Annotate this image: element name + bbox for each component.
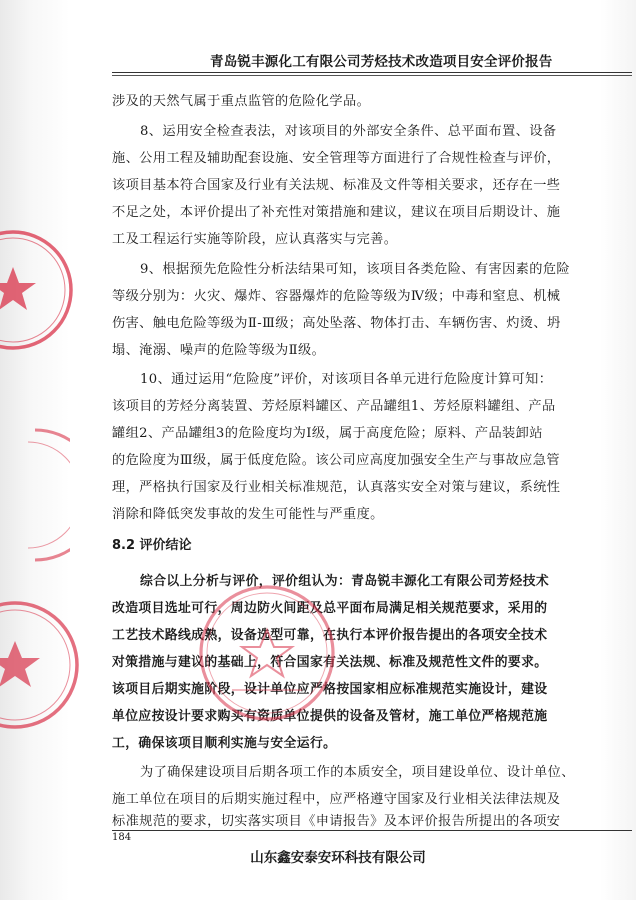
conclusion-line: 工艺技术路线成熟，设备选型可靠，在执行本评价报告提出的各项安全技术 [112, 628, 548, 643]
page-number: 184 [112, 832, 132, 843]
body-line: 8、运用安全检查表法，对该项目的外部安全条件、总平面布置、设备 [140, 124, 557, 139]
seal-star-icon [0, 641, 40, 687]
left-seal-fragment [0, 420, 70, 570]
body-line: 塌、淹溺、噪声的危险等级为Ⅱ级。 [112, 343, 326, 358]
body-line: 该项目的芳烃分离装置、芳烃原料罐区、产品罐组1、芳烃原料罐组、产品 [112, 399, 556, 414]
conclusion-line: 综合以上分析与评价，评价组认为：青岛锐丰源化工有限公司芳烃技术 [140, 574, 550, 589]
body-line: 工及工程运行实施等阶段，应认真落实与完善。 [112, 232, 398, 247]
body-line: 10、通过运用“危险度”评价，对该项目各单元进行危险度计算可知： [140, 372, 553, 387]
seal-star-icon [0, 267, 36, 310]
conclusion-line: 该项目后期实施阶段，设计单位应严格按国家相应标准规范实施设计，建设 [112, 682, 548, 697]
closing-line: 标准规范的要求，切实落实项目《申请报告》及本评价报告所提出的各项安 [112, 814, 561, 829]
closing-line: 施工单位在项目的后期实施过程中，应严格遵守国家及行业相关法律法规及 [112, 792, 561, 807]
conclusion-line: 工，确保该项目顺利实施与安全运行。 [112, 736, 337, 751]
left-company-seal-lower [0, 595, 85, 735]
body-line: 该项目基本符合国家及行业有关法规、标准及文件等相关要求，还存在一些 [112, 178, 561, 193]
body-line: 伤害、触电危险等级为Ⅱ-Ⅲ级；高处坠落、物体打击、车辆伤害、灼烫、坍 [112, 316, 561, 331]
header-rule [112, 72, 632, 73]
section-heading: 8.2 评价结论 [112, 538, 192, 553]
conclusion-line: 单位应按设计要求购买有资质单位提供的设备及管材，施工单位严格规范施 [112, 709, 548, 724]
body-line: 施、公用工程及辅助配套设施、安全管理等方面进行了合规性检查与评价， [112, 151, 561, 166]
body-line: 的危险度为Ⅲ级，属于低度危险。该公司应高度加强安全生产与事故应急管 [112, 453, 560, 468]
report-header-title: 青岛锐丰源化工有限公司芳烃技术改造项目安全评价报告 [210, 54, 553, 70]
closing-line: 为了确保建设项目后期各项工作的本质安全，项目建设单位、设计单位、 [140, 765, 575, 780]
body-line: 消除和降低突发事故的发生可能性与严重度。 [112, 507, 384, 522]
body-line: 9、根据预先危险性分析法结果可知，该项目各类危险、有害因素的危险 [140, 262, 570, 277]
header-rule-thin [112, 75, 632, 76]
footer-rule [112, 830, 632, 831]
body-line: 不足之处，本评价提出了补充性对策措施和建议，建议在项目后期设计、施 [112, 205, 561, 220]
conclusion-line: 改造项目选址可行，周边防火间距及总平面布局满足相关规范要求，采用的 [112, 601, 548, 616]
conclusion-line: 对策措施与建议的基础上，符合国家有关法规、标准及规范性文件的要求。 [112, 655, 548, 670]
body-line: 罐组2、产品罐组3的危险度均为Ⅰ级，属于高度危险；原料、产品装卸站 [112, 426, 543, 441]
body-line: 涉及的天然气属于重点监管的危险化学品。 [112, 94, 371, 109]
left-company-seal [0, 225, 78, 355]
body-line: 理，严格执行国家及行业相关标准规范，认真落实安全对策与建议，系统性 [112, 480, 561, 495]
body-line: 等级分别为：火灾、爆炸、容器爆炸的危险等级为Ⅳ级；中毒和窒息、机械 [112, 289, 561, 304]
footer-company-name: 山东鑫安泰安环科技有限公司 [250, 850, 426, 866]
